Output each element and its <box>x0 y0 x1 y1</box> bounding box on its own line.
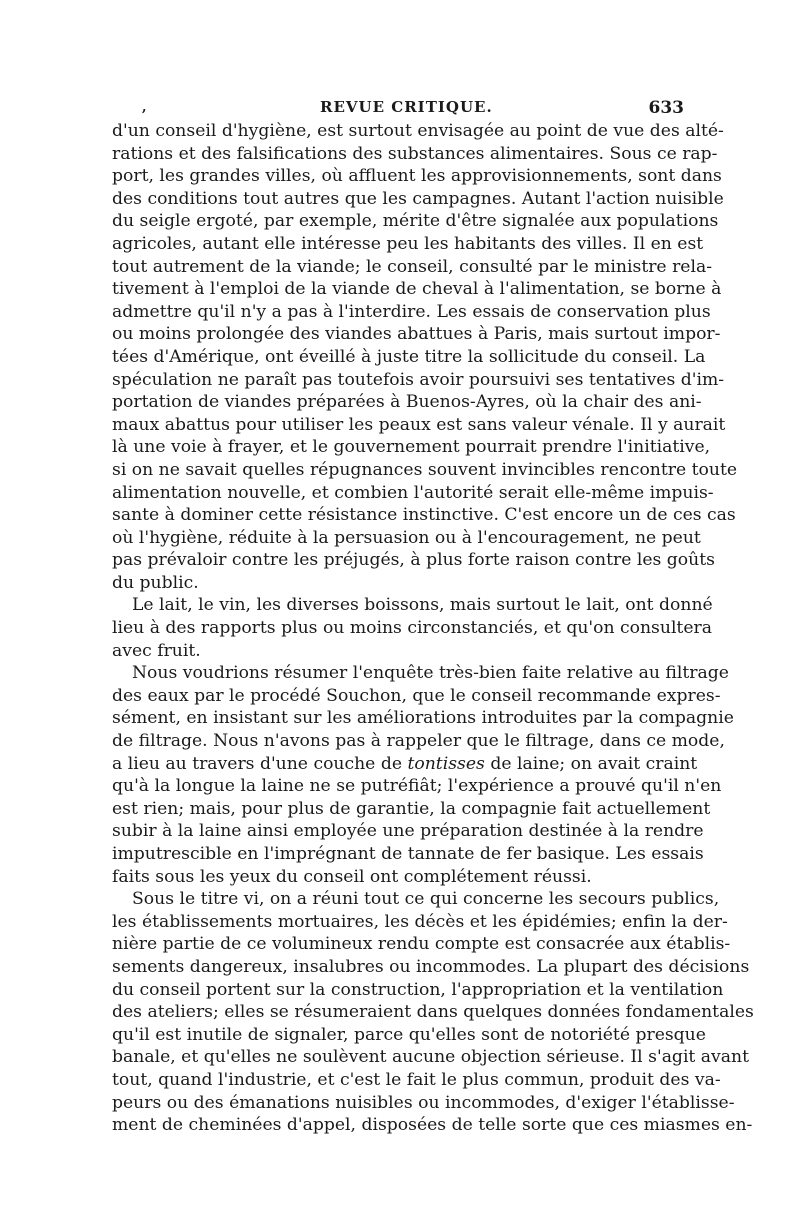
text-line: tout autrement de la viande; le conseil, consulté par le ministre rela- <box>112 256 713 277</box>
text-line: tivement à l'emploi de la viande de cheval à l'alimentation, se borne à <box>112 279 722 300</box>
paragraph-start-line: Sous le titre vi, on a réuni tout ce qui concerne les secours publics, <box>132 889 720 910</box>
text-line: des conditions tout autres que les campagnes. Autant l'action nuisible <box>112 188 724 209</box>
header-mark: , <box>142 100 148 115</box>
body-text <box>112 120 754 1137</box>
text-line: des eaux par le procédé Souchon, que le conseil recommande expres- <box>112 685 721 706</box>
text-line: spéculation ne paraît pas toutefois avoir poursuivi ses tentatives d'im- <box>112 369 725 390</box>
text-line: agricoles, autant elle intéresse peu les habitants des villes. Il en est <box>112 233 704 254</box>
text-line: nière partie de ce volumineux rendu compte est consacrée aux établis- <box>112 934 731 955</box>
text-line: qu'à la longue la laine ne se putréfiât; l'expérience a prouvé qu'il n'en <box>112 776 722 797</box>
text-line: du seigle ergoté, par exemple, mérite d'être signalée aux populations <box>112 211 719 232</box>
text-line: si on ne savait quelles répugnances souvent invincibles rencontre toute <box>112 459 738 480</box>
text-line: alimentation nouvelle, et combien l'autorité serait elle-même impuis- <box>112 482 714 503</box>
text-line: imputrescible en l'imprégnant de tannate de fer basique. Les essais <box>112 844 704 864</box>
text-line: qu'il est inutile de signaler, parce qu'elles sont de notoriété presque <box>112 1024 706 1045</box>
text-line: sément, en insistant sur les améliorations introduites par la compagnie <box>112 708 734 729</box>
text-line: admettre qu'il n'y a pas à l'interdire. Les essais de conservation plus <box>112 301 711 322</box>
text-line: du conseil portent sur la construction, l'appropriation et la ventilation <box>112 979 724 1000</box>
text-line: des ateliers; elles se résumeraient dans quelques données fondamentales <box>112 1002 754 1023</box>
text-line: avec fruit. <box>112 640 201 661</box>
paragraph-start-line: Le lait, le vin, les diverses boissons, mais surtout le lait, ont donné <box>132 595 713 616</box>
text-line: est rien; mais, pour plus de garantie, la compagnie fait actuellement <box>112 798 711 819</box>
italic-term: tontisses <box>407 753 485 774</box>
text-line: d'un conseil d'hygiène, est surtout envisagée au point de vue des alté- <box>112 121 724 141</box>
page-header <box>112 96 684 120</box>
text-line: lieu à des rapports plus ou moins circonstanciés, et qu'on consultera <box>112 618 712 639</box>
line-segment: de laine; on avait craint <box>490 753 698 774</box>
text-line: où l'hygiène, réduite à la persuasion ou à l'encouragement, ne peut <box>112 527 701 548</box>
text-line: les établissements mortuaires, les décès et les épidémies; enfin la der- <box>112 911 728 932</box>
text-line: de filtrage. Nous n'avons pas à rappeler que le filtrage, dans ce mode, <box>112 731 725 752</box>
text-line: rations et des falsifications des substances alimentaires. Sous ce rap- <box>112 143 718 164</box>
text-line: banale, et qu'elles ne soulèvent aucune objection sérieuse. Il s'agit avant <box>112 1047 749 1068</box>
running-title: REVUE CRITIQUE. <box>320 98 493 116</box>
text-line: ou moins prolongée des viandes abattues à Paris, mais surtout impor- <box>112 324 721 345</box>
text-line: sements dangereux, insalubres ou incommodes. La plupart des décisions <box>112 956 750 977</box>
text-line: tout, quand l'industrie, et c'est le fait le plus commun, produit des va- <box>112 1069 721 1090</box>
text-line: sante à dominer cette résistance instinctive. C'est encore un de ces cas <box>112 505 736 526</box>
page-number: 633 <box>648 98 684 118</box>
text-line: subir à la laine ainsi employée une préparation destinée à la rendre <box>112 821 704 842</box>
document-page <box>112 96 754 1137</box>
text-line: faits sous les yeux du conseil ont complétement réussi. <box>112 866 592 887</box>
text-line: peurs ou des émanations nuisibles ou incommodes, d'exiger l'établisse- <box>112 1092 735 1113</box>
line-segment: a lieu au travers d'une couche de <box>112 753 402 774</box>
text-line: maux abattus pour utiliser les peaux est sans valeur vénale. Il y aurait <box>112 414 726 435</box>
text-line: portation de viandes préparées à Buenos-Ayres, où la chair des ani- <box>112 392 702 413</box>
text-line: du public. <box>112 572 199 593</box>
paragraph-start-line: Nous voudrions résumer l'enquête très-bien faite relative au filtrage <box>132 663 729 684</box>
text-line: pas prévaloir contre les préjugés, à plus forte raison contre les goûts <box>112 550 715 571</box>
text-line: là une voie à frayer, et le gouvernement pourrait prendre l'initiative, <box>112 437 711 458</box>
text-line: tées d'Amérique, ont éveillé à juste titre la sollicitude du conseil. La <box>112 346 706 367</box>
text-line-with-italic <box>112 753 698 776</box>
text-line: port, les grandes villes, où affluent les approvisionnements, sont dans <box>112 166 722 187</box>
text-line: ment de cheminées d'appel, disposées de telle sorte que ces miasmes en- <box>112 1115 753 1136</box>
